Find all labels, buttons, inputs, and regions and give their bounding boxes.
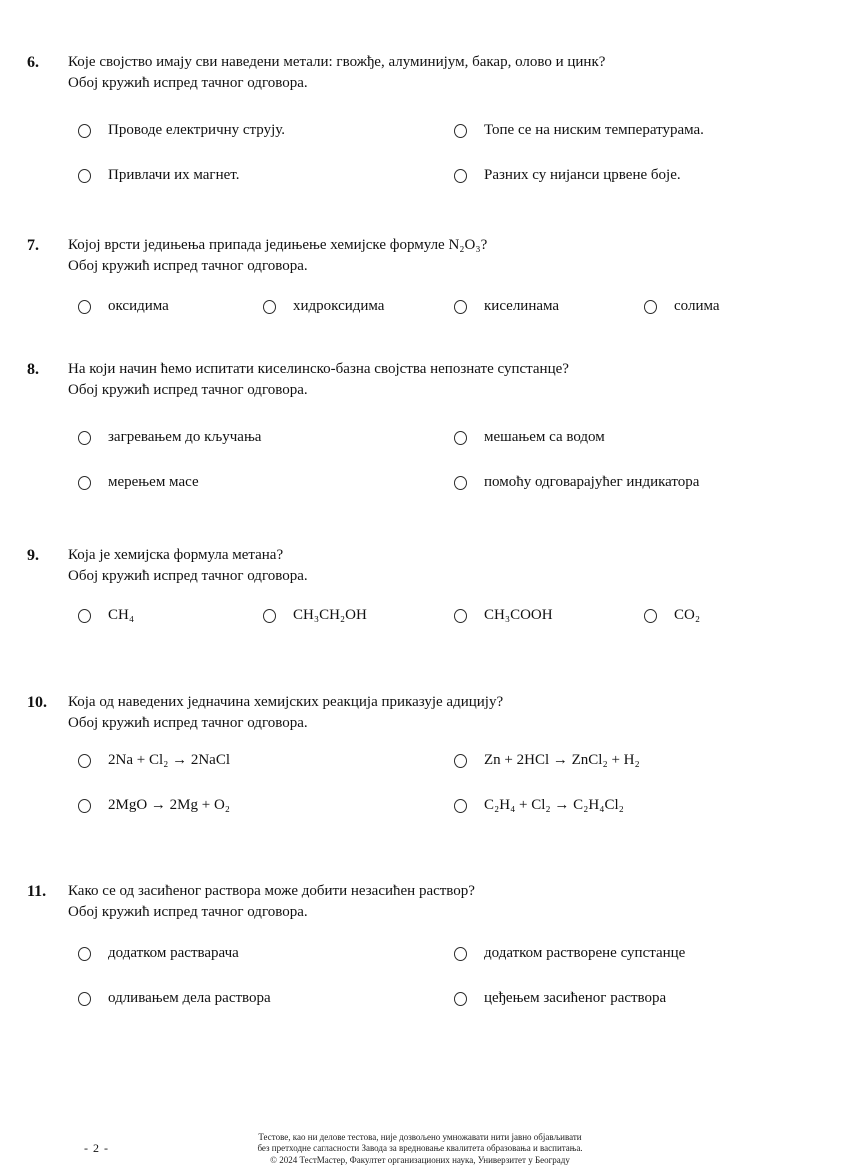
question-text: Како се од засићеног раствора може добити незасићен раствор? bbox=[68, 883, 475, 899]
answer-options bbox=[68, 738, 822, 828]
radio-circle-icon[interactable] bbox=[454, 947, 467, 961]
answer-option[interactable] bbox=[78, 931, 454, 976]
answer-option[interactable] bbox=[454, 931, 822, 976]
answer-option[interactable] bbox=[78, 460, 454, 505]
answer-option[interactable] bbox=[263, 284, 454, 329]
radio-circle-icon[interactable] bbox=[78, 992, 91, 1006]
answer-label: C₂H₄ + Cl₂ → C₂H₄Cl₂ bbox=[484, 797, 624, 813]
radio-circle-icon[interactable] bbox=[454, 431, 467, 445]
radio-circle-icon[interactable] bbox=[644, 609, 657, 623]
radio-circle-icon[interactable] bbox=[78, 476, 91, 490]
question-body bbox=[68, 52, 822, 198]
answer-label: киселинама bbox=[484, 298, 560, 314]
answer-label: додатком растворене супстанце bbox=[484, 945, 686, 961]
options-row bbox=[78, 415, 822, 460]
radio-circle-icon[interactable] bbox=[454, 799, 467, 813]
radio-circle-icon[interactable] bbox=[454, 124, 467, 138]
answer-option[interactable] bbox=[78, 593, 263, 638]
answer-option[interactable] bbox=[78, 284, 263, 329]
answer-label: 2Na + Cl₂ → 2NaCl bbox=[108, 752, 231, 768]
answer-option[interactable] bbox=[454, 108, 822, 153]
answer-label: цеђењем засићеног раствора bbox=[484, 990, 667, 1006]
options-row bbox=[78, 460, 822, 505]
answer-label: мерењем масе bbox=[108, 474, 199, 490]
question-instruction: Обој кружић испред тачног одговора. bbox=[68, 382, 308, 398]
question-text: На који начин ћемо испитати киселинско-базна својства непознате супстанце? bbox=[68, 361, 569, 377]
answer-label: Проводе електричну струју. bbox=[108, 122, 286, 138]
radio-circle-icon[interactable] bbox=[454, 992, 467, 1006]
question-instruction: Обој кружић испред тачног одговора. bbox=[68, 904, 308, 920]
question-body bbox=[68, 881, 822, 1021]
answer-option[interactable] bbox=[454, 738, 822, 783]
answer-label: додатком растварача bbox=[108, 945, 239, 961]
question-body bbox=[68, 359, 822, 505]
answer-option[interactable] bbox=[454, 976, 822, 1021]
answer-option[interactable] bbox=[78, 738, 454, 783]
question-number: 6. bbox=[27, 54, 39, 71]
options-row bbox=[78, 931, 822, 976]
radio-circle-icon[interactable] bbox=[644, 300, 657, 314]
question-body bbox=[68, 545, 822, 638]
answer-option[interactable] bbox=[644, 593, 822, 638]
answer-option[interactable] bbox=[78, 108, 454, 153]
answer-label: Топе се на ниским температурама. bbox=[484, 122, 704, 138]
question-instruction: Обој кружић испред тачног одговора. bbox=[68, 715, 308, 731]
question-9 bbox=[27, 545, 822, 638]
question-body bbox=[68, 692, 822, 828]
options-row bbox=[78, 976, 822, 1021]
answer-option[interactable] bbox=[454, 460, 822, 505]
radio-circle-icon[interactable] bbox=[454, 169, 467, 183]
copyright-line: без претходне сагласности Завода за вредновање квалитета образовања и васпитања. bbox=[257, 1143, 583, 1153]
answer-label: Zn + 2HCl → ZnCl₂ + H₂ bbox=[484, 752, 640, 768]
question-text: Које својство имају сви наведени метали: гвожђе, алуминијум, бакар, олово и цинк? bbox=[68, 54, 606, 70]
answer-label: помоћу одговарајућег индикатора bbox=[484, 474, 700, 490]
copyright-notice bbox=[0, 1132, 840, 1167]
radio-circle-icon[interactable] bbox=[454, 300, 467, 314]
answer-option[interactable] bbox=[454, 153, 822, 198]
radio-circle-icon[interactable] bbox=[263, 300, 276, 314]
answer-option[interactable] bbox=[78, 976, 454, 1021]
radio-circle-icon[interactable] bbox=[78, 431, 91, 445]
question-instruction: Обој кружић испред тачног одговора. bbox=[68, 568, 308, 584]
copyright-line: Тестове, као ни делове тестова, није дозвољено умножавати нити јавно објављивати bbox=[258, 1131, 582, 1142]
radio-circle-icon[interactable] bbox=[78, 947, 91, 961]
radio-circle-icon[interactable] bbox=[78, 799, 91, 813]
answer-option[interactable] bbox=[263, 593, 454, 638]
answer-option[interactable] bbox=[78, 153, 454, 198]
question-instruction: Обој кружић испред тачног одговора. bbox=[68, 258, 308, 274]
answer-label: загревањем до кључања bbox=[108, 429, 262, 445]
radio-circle-icon[interactable] bbox=[263, 609, 276, 623]
question-8 bbox=[27, 359, 822, 505]
question-11 bbox=[27, 881, 822, 1021]
options-row bbox=[78, 153, 822, 198]
answer-option[interactable] bbox=[454, 593, 644, 638]
answer-label: хидроксидима bbox=[293, 298, 385, 314]
options-row bbox=[78, 783, 822, 828]
answer-label: CH₃COOH bbox=[484, 607, 553, 623]
options-row bbox=[78, 108, 822, 153]
answer-label: CH₄ bbox=[108, 607, 135, 623]
question-body bbox=[68, 235, 822, 329]
answer-label: Разних су нијанси црвене боје. bbox=[484, 167, 681, 183]
radio-circle-icon[interactable] bbox=[78, 754, 91, 768]
question-number: 10. bbox=[27, 694, 47, 711]
radio-circle-icon[interactable] bbox=[78, 169, 91, 183]
answer-option[interactable] bbox=[454, 415, 822, 460]
options-row bbox=[78, 593, 822, 638]
question-number: 11. bbox=[27, 883, 47, 900]
answer-label: оксидима bbox=[108, 298, 169, 314]
page-number: - 2 - bbox=[84, 1141, 109, 1155]
answer-option[interactable] bbox=[454, 783, 822, 828]
options-row bbox=[78, 284, 822, 329]
question-text: Која је хемијска формула метана? bbox=[68, 547, 284, 563]
question-text: Која од наведених једначина хемијских реакција приказује адицију? bbox=[68, 694, 504, 710]
answer-label: CH₃CH₂OH bbox=[293, 607, 367, 623]
question-text: Којој врсти једињења припада једињење хемијске формуле N₂O₃? bbox=[68, 237, 488, 253]
question-6 bbox=[27, 52, 822, 198]
answer-option[interactable] bbox=[644, 284, 822, 329]
answer-options bbox=[68, 284, 822, 329]
radio-circle-icon[interactable] bbox=[454, 754, 467, 768]
options-row bbox=[78, 738, 822, 783]
answer-option[interactable] bbox=[454, 284, 644, 329]
answer-options bbox=[68, 931, 822, 1021]
answer-label: CO₂ bbox=[674, 607, 701, 623]
answer-label: 2MgO → 2Mg + O₂ bbox=[108, 797, 231, 813]
answer-option[interactable] bbox=[78, 415, 454, 460]
radio-circle-icon[interactable] bbox=[78, 300, 91, 314]
answer-label: одливањем дела раствора bbox=[108, 990, 271, 1006]
answer-options bbox=[68, 415, 822, 505]
answer-options bbox=[68, 593, 822, 638]
question-7 bbox=[27, 235, 822, 329]
answer-label: солима bbox=[674, 298, 720, 314]
radio-circle-icon[interactable] bbox=[454, 476, 467, 490]
radio-circle-icon[interactable] bbox=[78, 609, 91, 623]
question-10 bbox=[27, 692, 822, 828]
question-instruction: Обој кружић испред тачног одговора. bbox=[68, 75, 308, 91]
copyright-line: © 2024 ТестМастер, Факултет организационих наука, Универзитет у Београду bbox=[270, 1154, 570, 1165]
radio-circle-icon[interactable] bbox=[454, 609, 467, 623]
question-number: 8. bbox=[27, 361, 39, 378]
answer-options bbox=[68, 108, 822, 198]
answer-label: мешањем са водом bbox=[484, 429, 605, 445]
question-number: 9. bbox=[27, 547, 39, 564]
answer-option[interactable] bbox=[78, 783, 454, 828]
question-number: 7. bbox=[27, 237, 39, 254]
radio-circle-icon[interactable] bbox=[78, 124, 91, 138]
answer-label: Привлачи их магнет. bbox=[108, 167, 240, 183]
